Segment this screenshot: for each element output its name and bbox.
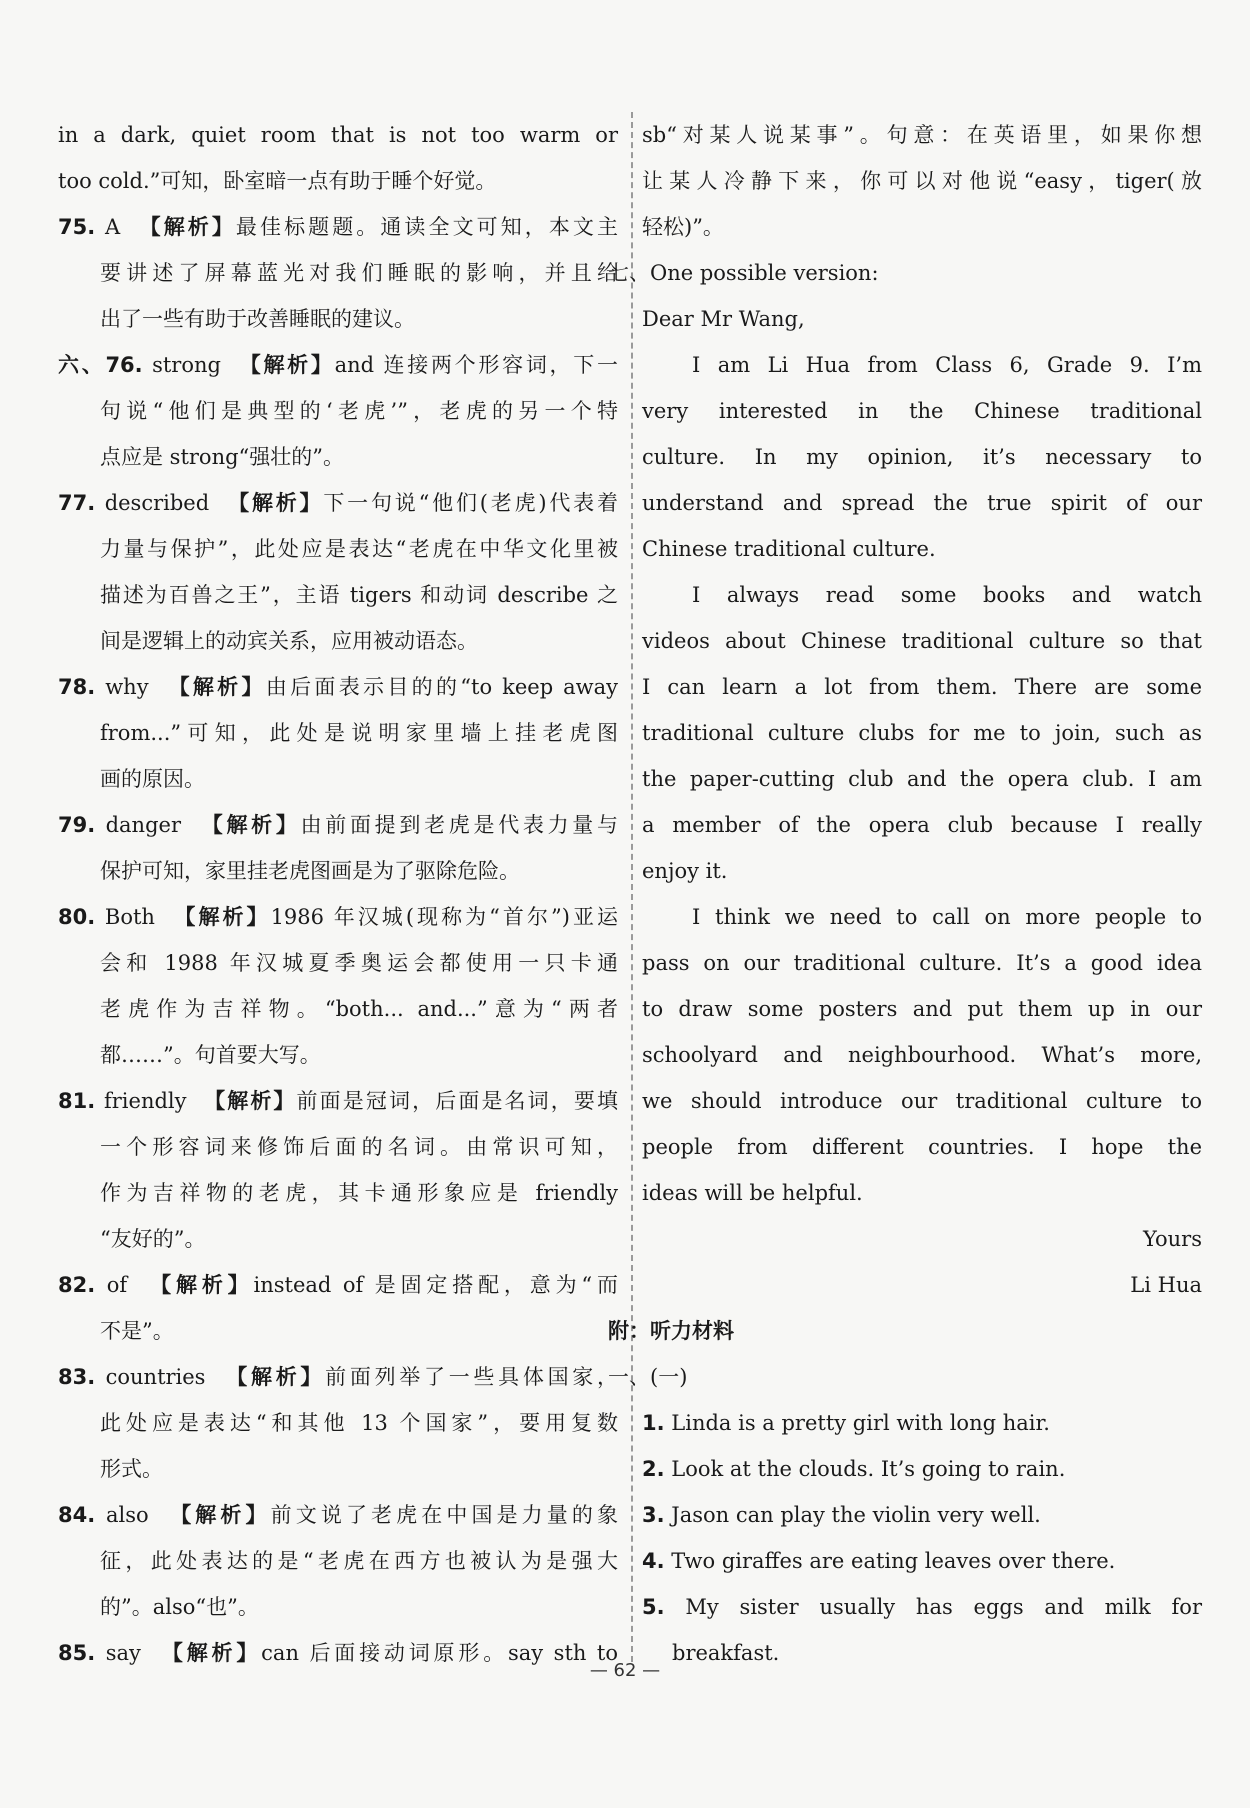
answer-80	[58, 894, 618, 1078]
text-line: 力量与保护”，此处应是表达“老虎在中华文化里被	[100, 537, 618, 561]
text-line: schoolyard and neighbourhood. What’s more,	[642, 1043, 1202, 1067]
analysis-tag: 【解析】	[226, 1365, 326, 1389]
question-number: 六、76.	[58, 353, 143, 377]
answer-text: friendly	[104, 1089, 187, 1113]
text-line: I think we need to call on more people to	[692, 905, 1202, 929]
answer-84	[58, 1492, 618, 1630]
letter-paragraph-1	[642, 342, 1202, 572]
text-line: 间是逻辑上的动宾关系，应用被动语态。	[100, 629, 478, 653]
answer-79	[58, 802, 618, 894]
question-number: 84.	[58, 1503, 96, 1527]
letter-closing: Yours	[1142, 1227, 1202, 1251]
text-line: 让某人冷静下来，你可以对他说“easy，tiger(放	[642, 169, 1202, 193]
analysis-tag: 【解析】	[228, 491, 324, 515]
analysis-tag: 【解析】	[150, 1273, 254, 1297]
item-text: Two giraffes are eating leaves over there.	[671, 1549, 1116, 1573]
text-line: culture. In my opinion, it’s necessary to	[642, 445, 1202, 469]
item-number: 2.	[642, 1457, 665, 1481]
answer-text: why	[105, 675, 149, 699]
question-number: 79.	[58, 813, 96, 837]
answer-75	[58, 204, 618, 342]
text-line: 一个形容词来修饰后面的名词。由常识可知，	[100, 1135, 618, 1159]
text-line: sb“对某人说某事”。句意：在英语里，如果你想	[642, 123, 1202, 147]
item-text: Jason can play the violin very well.	[671, 1503, 1041, 1527]
text-line: a member of the opera club because I really	[642, 813, 1202, 837]
text-line: in a dark, quiet room that is not too warm or	[58, 123, 618, 147]
text-line: we should introduce our traditional culture to	[642, 1089, 1202, 1113]
list-item	[642, 1492, 1202, 1538]
listening-list	[642, 1400, 1202, 1676]
analysis-tag: 【解析】	[201, 813, 301, 837]
text-line: 由前面提到老虎是代表力量与	[300, 813, 619, 837]
text-line: 最佳标题题。通读全文可知，本文主	[235, 215, 618, 239]
text-line: I am Li Hua from Class 6, Grade 9. I’m	[692, 353, 1202, 377]
text-line: from...”可知，此处是说明家里墙上挂老虎图	[100, 721, 618, 745]
text-line: 前面列举了一些具体国家，	[325, 1365, 619, 1389]
text-line: and 连接两个形容词，下一	[334, 353, 618, 377]
text-line: the paper-cutting club and the opera club. I am	[642, 767, 1202, 791]
answer-text: Both	[104, 905, 155, 929]
text-line: 描述为百兽之王”，主语 tigers 和动词 describe 之	[100, 583, 618, 607]
item-text-continued: breakfast.	[672, 1641, 780, 1665]
text-line: 征，此处表达的是“老虎在西方也被认为是强大	[100, 1549, 618, 1573]
question-number: 83.	[58, 1365, 96, 1389]
continued-explanation	[642, 112, 1202, 250]
text-line: enjoy it.	[642, 859, 728, 883]
letter-salutation: Dear Mr Wang,	[642, 307, 805, 331]
text-line: 下一句说“他们(老虎)代表着	[323, 491, 618, 515]
text-line: 都……”。句首要大写。	[100, 1043, 321, 1067]
text-line: instead of 是固定搭配，意为“而	[253, 1273, 618, 1297]
analysis-tag: 【解析】	[174, 905, 271, 929]
text-line: 要讲述了屏幕蓝光对我们睡眠的影响，并且给	[100, 261, 618, 285]
analysis-tag: 【解析】	[161, 1641, 262, 1665]
letter-paragraph-3	[642, 894, 1202, 1216]
text-line: people from different countries. I hope the	[642, 1135, 1202, 1159]
answer-text: strong	[152, 353, 221, 377]
analysis-tag: 【解析】	[204, 1089, 297, 1113]
text-line: 此处应是表达“和其他 13 个国家”，要用复数	[100, 1411, 618, 1435]
text-line: 作为吉祥物的老虎，其卡通形象应是 friendly	[100, 1181, 618, 1205]
text-line: understand and spread the true spirit of our	[642, 491, 1202, 515]
item-text: Linda is a pretty girl with long hair.	[671, 1411, 1050, 1435]
list-item	[642, 1446, 1202, 1492]
analysis-tag: 【解析】	[168, 675, 266, 699]
text-line: 不是”。	[100, 1319, 174, 1343]
page-number: — 62 —	[589, 1660, 661, 1681]
text-line: can 后面接动词原形。say sth to	[261, 1641, 618, 1665]
question-number: 81.	[58, 1089, 96, 1113]
question-number: 78.	[58, 675, 96, 699]
text-line: 会和 1988 年汉城夏季奥运会都使用一只卡通	[100, 951, 618, 975]
text-line: 画的原因。	[100, 767, 205, 791]
list-item	[642, 1584, 1202, 1630]
text-line: 出了一些有助于改善睡眠的建议。	[100, 307, 415, 331]
analysis-tag: 【解析】	[170, 1503, 271, 1527]
text-line: videos about Chinese traditional culture so that	[642, 629, 1202, 653]
answer-81	[58, 1078, 618, 1262]
item-text: My sister usually has eggs and milk for	[685, 1595, 1202, 1619]
text-line: 保护可知，家里挂老虎图画是为了驱除危险。	[100, 859, 520, 883]
question-number: 82.	[58, 1273, 96, 1297]
text-line: 点应是 strong“强壮的”。	[100, 445, 345, 469]
analysis-tag: 【解析】	[139, 215, 236, 239]
answer-82	[58, 1262, 618, 1354]
text-line: 前文说了老虎在中国是力量的象	[270, 1503, 618, 1527]
answer-text: countries	[105, 1365, 206, 1389]
analysis-tag: 【解析】	[239, 353, 335, 377]
answer-77	[58, 480, 618, 664]
text-line: very interested in the Chinese traditional	[642, 399, 1202, 423]
text-line: 的”。also“也”。	[100, 1595, 259, 1619]
letter-signature: Li Hua	[1130, 1273, 1202, 1297]
text-line: I can learn a lot from them. There are some	[642, 675, 1202, 699]
column-divider	[631, 112, 633, 1662]
answer-text: A	[104, 215, 121, 239]
text-line: 形式。	[100, 1457, 163, 1481]
text-line: 1986 年汉城(现称为“首尔”)亚运	[270, 905, 619, 929]
item-text: Look at the clouds. It’s going to rain.	[671, 1457, 1066, 1481]
answer-text: say	[105, 1641, 141, 1665]
item-number: 4.	[642, 1549, 665, 1573]
text-line: 前面是冠词，后面是名词，要填	[296, 1089, 618, 1113]
answer-78	[58, 664, 618, 802]
question-number: 77.	[58, 491, 96, 515]
answer-83	[58, 1354, 618, 1492]
text-line: 由后面表示目的的“to keep away	[265, 675, 618, 699]
left-column	[58, 112, 618, 1676]
answer-text: of	[106, 1273, 128, 1297]
entry-continued	[58, 112, 618, 204]
text-line: 轻松)”。	[642, 215, 724, 239]
text-line: to draw some posters and put them up in our	[642, 997, 1202, 1021]
list-item	[642, 1538, 1202, 1584]
text-line: Chinese traditional culture.	[642, 537, 936, 561]
question-number: 75.	[58, 215, 96, 239]
letter-paragraph-2	[642, 572, 1202, 894]
text-line: “友好的”。	[100, 1227, 206, 1251]
question-number: 80.	[58, 905, 96, 929]
text-line: too cold.”可知，卧室暗一点有助于睡个好觉。	[58, 169, 497, 193]
listening-section-label: 一、(一)	[608, 1365, 688, 1389]
answer-text: also	[105, 1503, 149, 1527]
text-line: traditional culture clubs for me to join, such as	[642, 721, 1202, 745]
item-number: 3.	[642, 1503, 665, 1527]
text-line: pass on our traditional culture. It’s a good idea	[642, 951, 1202, 975]
text-line: 老虎作为吉祥物。“both... and...”意为“两者	[100, 997, 618, 1021]
answer-text: danger	[105, 813, 181, 837]
answer-text: described	[104, 491, 210, 515]
text-line: 句说“他们是典型的‘老虎’”，老虎的另一个特	[100, 399, 618, 423]
text-line: I always read some books and watch	[692, 583, 1202, 607]
text-line: ideas will be helpful.	[642, 1181, 863, 1205]
appendix-heading: 附：听力材料	[608, 1319, 734, 1343]
item-number: 1.	[642, 1411, 665, 1435]
section-seven-heading: 七、One possible version:	[608, 261, 879, 285]
item-number: 5.	[642, 1595, 665, 1619]
question-number: 85.	[58, 1641, 96, 1665]
list-item	[642, 1400, 1202, 1446]
answer-76	[58, 342, 618, 480]
